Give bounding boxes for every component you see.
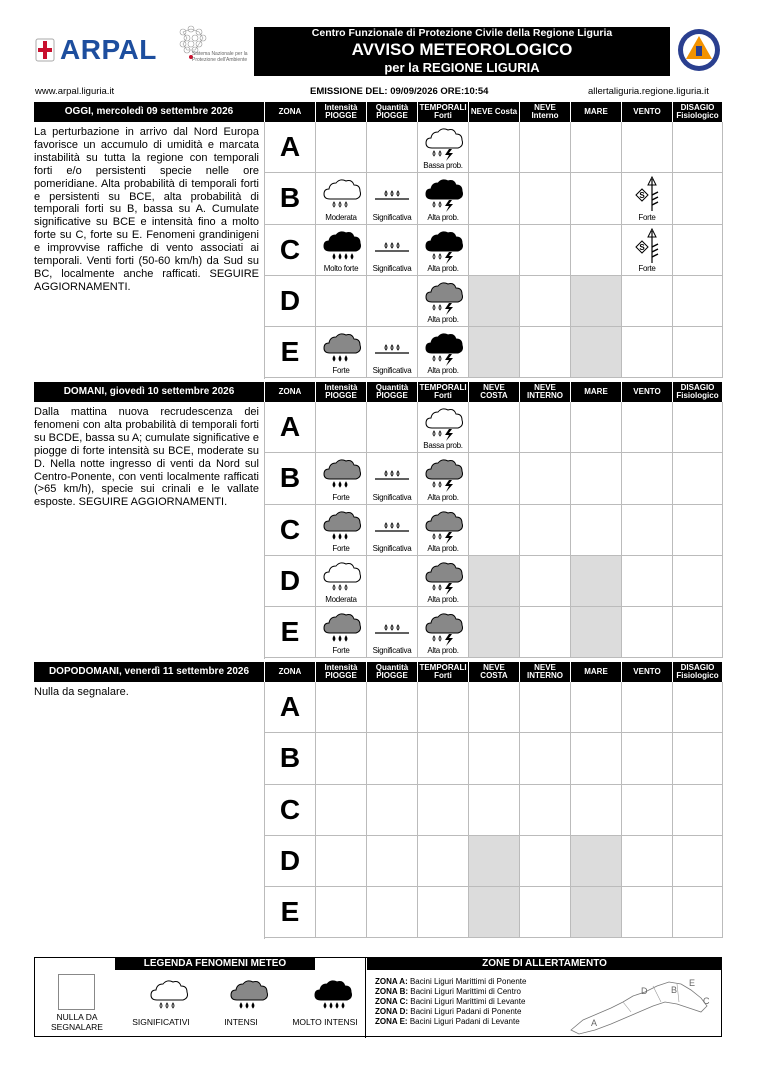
website-right[interactable]: allertaliguria.regione.liguria.it <box>588 86 709 97</box>
forecast-cell <box>367 887 418 938</box>
forecast-cell <box>316 505 367 556</box>
column-header: DISAGIO Fisiologico <box>672 662 722 682</box>
zone-info-key: ZONA B: <box>375 987 409 996</box>
column-header: NEVE Interno <box>519 102 570 122</box>
forecast-cell <box>418 327 469 378</box>
zone-info-row <box>375 1007 590 1017</box>
svg-text:S: S <box>639 242 645 252</box>
forecast-cell <box>469 733 520 784</box>
forecast-cell <box>622 122 673 173</box>
legend-intensi-label: INTENSI <box>224 1017 258 1027</box>
cell-caption: Bassa prob. <box>423 161 463 171</box>
forecast-cell <box>469 887 520 938</box>
forecast-cell <box>367 453 418 504</box>
zone-info-value: Bacini Liguri Marittimi di Ponente <box>409 977 527 986</box>
day-title: DOPODOMANI, venerdì 11 settembre 2026 <box>48 666 250 677</box>
day-header <box>34 662 722 682</box>
forecast-cell <box>520 327 571 378</box>
wind-arrow-icon <box>622 175 672 213</box>
forecast-cell <box>418 276 469 327</box>
forecast-cell <box>520 556 571 607</box>
forecast-cell <box>673 173 723 224</box>
forecast-cell <box>418 682 469 733</box>
website-left[interactable]: www.arpal.liguria.it <box>35 86 115 97</box>
emissione-text: EMISSIONE DEL: 09/09/2026 ORE:10:54 <box>310 86 489 97</box>
cell-caption: Significativa <box>372 212 412 222</box>
zone-info-row <box>375 987 590 997</box>
forecast-cell <box>469 682 520 733</box>
svg-text:S: S <box>639 191 645 201</box>
forecast-cell <box>622 733 673 784</box>
column-header: NEVE INTERNO <box>519 382 570 402</box>
cell-caption: Alta prob. <box>427 263 459 273</box>
forecast-cell <box>520 402 571 453</box>
cell-caption: Significativa <box>372 492 412 502</box>
forecast-cell <box>571 733 622 784</box>
rain-quantity-icon <box>367 507 417 545</box>
rain-cloud-icon <box>316 455 366 493</box>
legend-intensi-icon <box>223 976 259 1010</box>
forecast-cell <box>622 402 673 453</box>
zone-label: A <box>265 402 316 453</box>
avviso-title: AVVISO METEOROLOGICO <box>254 40 670 60</box>
forecast-cell <box>622 785 673 836</box>
forecast-cell <box>367 402 418 453</box>
rain-quantity-icon <box>367 609 417 647</box>
forecast-cell <box>316 173 367 224</box>
thunderstorm-cloud-icon <box>418 227 468 265</box>
cell-caption: Alta prob. <box>427 212 459 222</box>
forecast-cell <box>673 682 723 733</box>
cell-caption: Molto forte <box>323 263 359 273</box>
column-header: MARE <box>570 102 621 122</box>
forecast-cell <box>571 122 622 173</box>
regione-title: per la REGIONE LIGURIA <box>254 60 670 76</box>
liguria-flag-icon <box>35 38 55 62</box>
zone-label: D <box>265 836 316 887</box>
forecast-cell <box>520 505 571 556</box>
forecast-cell <box>418 173 469 224</box>
forecast-cell <box>469 453 520 504</box>
day-description: Nulla da segnalare. <box>34 686 129 698</box>
zone-info-key: ZONA E: <box>375 1017 408 1026</box>
forecast-cell <box>367 785 418 836</box>
forecast-cell <box>367 225 418 276</box>
arpal-logo: ARPAL <box>60 34 157 65</box>
forecast-cell <box>571 276 622 327</box>
zone-info-key: ZONA D: <box>375 1007 409 1016</box>
column-header: MARE <box>570 662 621 682</box>
cell-caption: Significativa <box>372 646 412 656</box>
thunderstorm-cloud-icon <box>418 455 468 493</box>
forecast-cell <box>367 733 418 784</box>
cell-caption: Forte <box>332 366 350 376</box>
forecast-cell <box>469 556 520 607</box>
cell-caption: Alta prob. <box>427 543 459 553</box>
forecast-cell <box>418 607 469 658</box>
column-header: ZONA <box>264 102 315 122</box>
forecast-cell <box>673 505 723 556</box>
forecast-cell <box>367 173 418 224</box>
zone-label: C <box>265 785 316 836</box>
column-header: TEMPORALI Forti <box>417 102 468 122</box>
rain-cloud-icon <box>316 227 366 265</box>
forecast-cell <box>571 556 622 607</box>
forecast-cell <box>673 556 723 607</box>
forecast-cell <box>622 505 673 556</box>
cell-caption: Significativa <box>372 263 412 273</box>
thunderstorm-cloud-icon <box>418 609 468 647</box>
column-header: NEVE INTERNO <box>519 662 570 682</box>
legend-molto-intensi-icon <box>307 976 343 1010</box>
forecast-cell <box>316 402 367 453</box>
forecast-cell <box>316 122 367 173</box>
forecast-cell <box>520 785 571 836</box>
thunderstorm-cloud-icon <box>418 124 468 162</box>
cell-caption: Forte <box>638 212 656 222</box>
liguria-zones-map <box>565 972 720 1036</box>
snpa-logo-text: Sistema Nazionale per la Protezione dell'Ambiente <box>192 51 248 63</box>
map-label-b: B <box>671 985 678 995</box>
forecast-cell <box>520 887 571 938</box>
column-header: VENTO <box>621 102 672 122</box>
forecast-cell <box>418 556 469 607</box>
day-header <box>34 102 722 122</box>
forecast-cell <box>673 276 723 327</box>
legend-significativi-label: SIGNIFICATIVI <box>132 1017 190 1027</box>
forecast-cell <box>367 836 418 887</box>
forecast-cell <box>520 607 571 658</box>
forecast-cell <box>622 173 673 224</box>
forecast-cell <box>469 505 520 556</box>
zone-label: D <box>265 556 316 607</box>
forecast-cell <box>418 785 469 836</box>
column-header: VENTO <box>621 382 672 402</box>
rain-quantity-icon <box>367 175 417 213</box>
forecast-cell <box>571 836 622 887</box>
forecast-cell <box>418 887 469 938</box>
forecast-cell <box>469 122 520 173</box>
column-header: ZONA <box>264 382 315 402</box>
forecast-cell <box>520 122 571 173</box>
column-header: Intensità PIOGGE <box>315 662 366 682</box>
forecast-cell <box>622 225 673 276</box>
column-header: NEVE Costa <box>468 102 519 122</box>
forecast-cell <box>316 607 367 658</box>
forecast-cell <box>673 836 723 887</box>
cell-caption: Bassa prob. <box>423 441 463 451</box>
zone-label: E <box>265 607 316 658</box>
forecast-cell <box>469 225 520 276</box>
thunderstorm-cloud-icon <box>418 404 468 442</box>
forecast-cell <box>367 505 418 556</box>
day-description: Dalla mattina nuova recrudescenza dei fenomeni con alta probabilità di temporali forti su BCDE, bassa su A; cumulate significative e piogge di forte intensità su BCE, moderate su D. Nella notte ingresso di venti da Nord sul Centro-Ponente, con venti localmente rafficati (>65 km/h), specie sui crinali e le vallate esposte. SEGUIRE AGGIORNAMENTI. <box>34 406 259 509</box>
rain-quantity-icon <box>367 455 417 493</box>
forecast-cell <box>673 453 723 504</box>
cell-caption: Forte <box>332 646 350 656</box>
forecast-cell <box>367 556 418 607</box>
column-header: Quantità PIOGGE <box>366 382 417 402</box>
cell-caption: Alta prob. <box>427 646 459 656</box>
day-header <box>34 382 722 402</box>
forecast-cell <box>520 225 571 276</box>
cell-caption: Significativa <box>372 366 412 376</box>
rain-cloud-icon <box>316 609 366 647</box>
map-label-d: D <box>641 986 648 996</box>
forecast-cell <box>316 327 367 378</box>
zone-label: C <box>265 505 316 556</box>
forecast-cell <box>520 276 571 327</box>
legend-molto-intensi-label: MOLTO INTENSI <box>292 1017 358 1027</box>
cell-caption: Forte <box>332 492 350 502</box>
zone-label: B <box>265 453 316 504</box>
wind-arrow-icon <box>622 227 672 265</box>
forecast-cell <box>622 327 673 378</box>
forecast-cell <box>622 607 673 658</box>
column-header: VENTO <box>621 662 672 682</box>
zone-label: B <box>265 173 316 224</box>
column-header: DISAGIO Fisiologico <box>672 102 722 122</box>
forecast-cell <box>673 327 723 378</box>
forecast-cell <box>673 785 723 836</box>
forecast-cell <box>571 327 622 378</box>
forecast-cell <box>673 607 723 658</box>
zone-label: E <box>265 327 316 378</box>
rain-cloud-icon <box>316 507 366 545</box>
forecast-cell <box>418 225 469 276</box>
column-header: Intensità PIOGGE <box>315 102 366 122</box>
column-header: NEVE COSTA <box>468 662 519 682</box>
forecast-cell <box>316 785 367 836</box>
cell-caption: Alta prob. <box>427 366 459 376</box>
map-label-c: C <box>703 996 710 1006</box>
zone-info-key: ZONA A: <box>375 977 408 986</box>
rain-quantity-icon <box>367 329 417 367</box>
forecast-cell <box>673 733 723 784</box>
forecast-cell <box>316 225 367 276</box>
zone-label: A <box>265 682 316 733</box>
forecast-cell <box>316 887 367 938</box>
column-header: TEMPORALI Forti <box>417 382 468 402</box>
zones-grid <box>264 122 722 379</box>
cell-caption: Forte <box>638 263 656 273</box>
forecast-cell <box>316 733 367 784</box>
forecast-cell <box>571 682 622 733</box>
forecast-cell <box>469 173 520 224</box>
column-header: Quantità PIOGGE <box>366 662 417 682</box>
forecast-cell <box>469 836 520 887</box>
zone-label: D <box>265 276 316 327</box>
forecast-cell <box>316 276 367 327</box>
cell-caption: Alta prob. <box>427 595 459 605</box>
forecast-cell <box>571 453 622 504</box>
map-label-a: A <box>591 1018 598 1028</box>
cell-caption: Alta prob. <box>427 492 459 502</box>
forecast-cell <box>418 733 469 784</box>
column-header: MARE <box>570 382 621 402</box>
legend-box <box>34 957 722 1037</box>
centro-title: Centro Funzionale di Protezione Civile della Regione Liguria <box>254 27 670 40</box>
legend-significativi-icon <box>143 976 179 1010</box>
zone-info-value: Bacini Liguri Marittimi di Centro <box>410 987 521 996</box>
forecast-cell <box>367 122 418 173</box>
zone-info-value: Bacini Liguri Marittimi di Levante <box>410 997 526 1006</box>
day-description: La perturbazione in arrivo dal Nord Europa favorisce un accumulo di umidità e marcata instabilità su tutta la regione con temporali forti e/o persistenti specie nelle ore pomeridiane. Alta probabilità di temporali forti e persistenti su BCE, alta probabilità di temporali forti su B, bassa su A. Cumulate significative su BCE e intensità fino a molto forte su C, forte su E. Fenomeni grandinigeni e improvvise raffiche di vento associati ai temporali. Venti forti (50-60 km/h) da Sud su BC, localmente anche rafficati. SEGUIRE AGGIORNAMENTI. <box>34 126 259 293</box>
forecast-cell <box>673 122 723 173</box>
forecast-cell <box>367 682 418 733</box>
zone-info-row <box>375 977 590 987</box>
forecast-cell <box>673 402 723 453</box>
cell-caption: Moderata <box>325 212 357 222</box>
forecast-cell <box>673 887 723 938</box>
zone-info-value: Bacini Liguri Padani di Levante <box>409 1017 520 1026</box>
forecast-cell <box>520 173 571 224</box>
day-title: OGGI, mercoledì 09 settembre 2026 <box>64 106 234 117</box>
column-header: NEVE COSTA <box>468 382 519 402</box>
cell-caption: Alta prob. <box>427 315 459 325</box>
thunderstorm-cloud-icon <box>418 175 468 213</box>
column-header: Quantità PIOGGE <box>366 102 417 122</box>
zone-info-value: Bacini Liguri Padani di Ponente <box>410 1007 522 1016</box>
snpa-logo <box>175 24 245 72</box>
zone-label: C <box>265 225 316 276</box>
forecast-cell <box>622 887 673 938</box>
thunderstorm-cloud-icon <box>418 329 468 367</box>
forecast-cell <box>622 682 673 733</box>
thunderstorm-cloud-icon <box>418 507 468 545</box>
forecast-cell <box>622 453 673 504</box>
forecast-cell <box>418 836 469 887</box>
forecast-cell <box>469 276 520 327</box>
forecast-cell <box>367 607 418 658</box>
legend-nulla-box <box>58 974 95 1010</box>
rain-cloud-icon <box>316 558 366 596</box>
forecast-cell <box>571 173 622 224</box>
zone-info-key: ZONA C: <box>375 997 409 1006</box>
column-header: ZONA <box>264 662 315 682</box>
zone-info-row <box>375 1017 590 1027</box>
zone-label: B <box>265 733 316 784</box>
forecast-cell <box>520 453 571 504</box>
forecast-cell <box>469 402 520 453</box>
forecast-cell <box>571 607 622 658</box>
thunderstorm-cloud-icon <box>418 278 468 316</box>
forecast-cell <box>622 836 673 887</box>
forecast-cell <box>418 453 469 504</box>
rain-cloud-icon <box>316 329 366 367</box>
forecast-cell <box>571 505 622 556</box>
thunderstorm-cloud-icon <box>418 558 468 596</box>
forecast-cell <box>316 453 367 504</box>
forecast-cell <box>418 402 469 453</box>
forecast-cell <box>520 682 571 733</box>
rain-cloud-icon <box>316 175 366 213</box>
forecast-cell <box>520 733 571 784</box>
forecast-cell <box>469 607 520 658</box>
forecast-cell <box>367 327 418 378</box>
zone-label: E <box>265 887 316 938</box>
cell-caption: Significativa <box>372 543 412 553</box>
forecast-cell <box>418 122 469 173</box>
cell-caption: Moderata <box>325 595 357 605</box>
forecast-cell <box>469 785 520 836</box>
cell-caption: Forte <box>332 543 350 553</box>
protezione-civile-logo <box>677 26 721 74</box>
forecast-cell <box>673 225 723 276</box>
legend-nulla-label: NULLA DA SEGNALARE <box>51 1012 103 1032</box>
zone-info-row <box>375 997 590 1007</box>
map-label-e: E <box>689 978 696 988</box>
rain-quantity-icon <box>367 227 417 265</box>
forecast-cell <box>316 682 367 733</box>
column-header: DISAGIO Fisiologico <box>672 382 722 402</box>
zone-label: A <box>265 122 316 173</box>
forecast-cell <box>418 505 469 556</box>
column-header: TEMPORALI Forti <box>417 662 468 682</box>
forecast-cell <box>520 836 571 887</box>
forecast-cell <box>571 785 622 836</box>
forecast-cell <box>316 836 367 887</box>
column-header: Intensità PIOGGE <box>315 382 366 402</box>
forecast-cell <box>571 402 622 453</box>
forecast-cell <box>316 556 367 607</box>
zones-grid <box>264 402 722 659</box>
forecast-cell <box>622 556 673 607</box>
forecast-cell <box>571 887 622 938</box>
forecast-cell <box>622 276 673 327</box>
forecast-cell <box>469 327 520 378</box>
zones-grid <box>264 682 722 939</box>
forecast-cell <box>367 276 418 327</box>
zones-title: ZONE DI ALLERTAMENTO <box>367 958 722 970</box>
legend-title: LEGENDA FENOMENI METEO <box>115 958 315 970</box>
zones-list <box>375 977 590 1027</box>
forecast-cell <box>571 225 622 276</box>
day-title: DOMANI, giovedì 10 settembre 2026 <box>63 386 235 397</box>
